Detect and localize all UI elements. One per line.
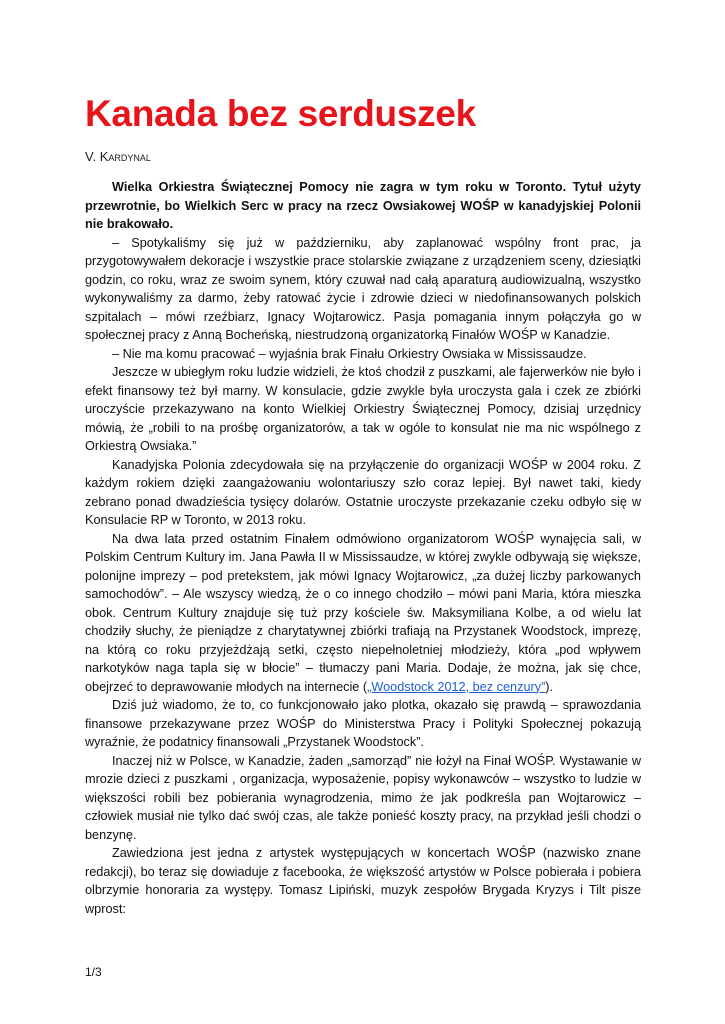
article-body [85,178,641,918]
paragraph: – Spotykaliśmy się już w październiku, aby zaplanować wspólny front prac, ja przygotowywałem dekoracje i wszystkie prace stolarskie związane z urządzeniem sceny, dziesiątki godzin, co roku, wraz ze swoim synem, który czuwał nad całą aparaturą audiowizualną, wszystko wykonywaliśmy za darmo, żeby ratować życie i zdrowie dzieci w niedofinansowanych polskich szpitalach – mówi rzeźbiarz, Ignacy Wojtarowicz. Pasja pomagania innym połączyła go w społecznej pracy z Anną Bocheńską, niestrudzoną organizatorką Finałów WOŚP w Kanadzie. [85,235,641,342]
article-author: V. Kardynal [85,149,151,164]
paragraph: Jeszcze w ubiegłym roku ludzie widzieli, że ktoś chodził z puszkami, ale fajerwerków nie było i efekt finansowy też był marny. W konsulacie, gdzie zwykle była uroczysta gala i czek ze zbiórki uroczyście przekazywano na konto Wielkiej Orkiestry Świątecznej Pomocy, dzisiaj urzędnicy mówią, że „robili to na prośbę organizatorów, a tak w ogóle to konsulat nie ma nic wspólnego z Orkiestrą Owsiaka.” [85,365,641,453]
article-title: Kanada bez serduszek [85,93,476,134]
article-lead: Wielka Orkiestra Świątecznej Pomocy nie zagra w tym roku w Toronto. Tytuł użyty przewrotnie, bo Wielkich Serc w pracy na rzecz Owsiakowej WOŚP w kanadyjskiej Polonii nie brakowało. [85,180,641,231]
document-page [85,0,641,1024]
paragraph: – Nie ma komu pracować – wyjaśnia brak Finału Orkiestry Owsiaka w Mississaudze. [112,346,587,361]
paragraph: Dziś już wiadomo, że to, co funkcjonowało jako plotka, okazało się prawdą – sprawozdania finansowe przekazywane przez WOŚP do Ministerstwa Pracy i Polityki Społecznej pokazują wyraźnie, że podatnicy finansowali „Przystanek Woodstock”. [85,698,641,749]
paragraph-text: Na dwa lata przed ostatnim Finałem odmówiono organizatorom WOŚP wynajęcia sali, w Polskim Centrum Kultury im. Jana Pawła II w Mississaudze, w której zwykle odbywają się większe, polonijne imprezy – pod pretekstem, jak mówi Ignacy Wojtarowicz, „za dużej liczby parkowanych samochodów”. – Ale wszyscy wiedzą, że o co innego chodziło – mówi pani Maria, która mieszka obok. Centrum Kultury znajduje się tuż przy kościele św. Maksymiliana Kolbe, a od wielu lat chodziły słuchy, że pieniądze z charytatywnej zbiórki trafiają na Przystanek Woodstock, imprezę, na którą co roku przyjeżdżają setki, często niepełnoletniej młodzieży, która „pod wpływem narkotyków naga tapla się w błocie” – tłumaczy pani Maria. Dodaje, że można, jak się chce, obejrzeć to deprawowanie młodych na internecie ( [85,531,641,694]
paragraph: Inaczej niż w Polsce, w Kanadzie, żaden „samorząd” nie łożył na Finał WOŚP. Wystawanie w mrozie dzieci z puszkami , organizacja, wyposażenie, popisy wykonawców – wszystko to ludzie w większości robili bez pobierania wynagrodzenia, mimo że jak podkreśla pan Wojtarowicz – człowiek musiał nie tylko dać swój czas, ale także ponieść koszty pracy, na przykład jeśli chodzi o benzynę. [85,753,641,842]
paragraph-with-link [85,530,641,697]
link-closing: ). [545,679,554,694]
woodstock-video-link[interactable]: „Woodstock 2012, bez cenzury” [367,679,546,694]
paragraph: Kanadyjska Polonia zdecydowała się na przyłączenie do organizacji WOŚP w 2004 roku. Z każdym rokiem dzięki zaangażowaniu wolontariuszy szło coraz lepiej. Był nawet taki, kiedy zebrano ponad dwadzieścia tysięcy dolarów. Ostatnie uroczyste przekazanie czeku odbyło się w Konsulacie RP w Toronto, w 2013 roku. [85,457,641,527]
paragraph: Zawiedziona jest jedna z artystek występujących w koncertach WOŚP (nazwisko znane redakcji), bo teraz się dowiaduje z facebooka, że większość artystów w Polsce pobierała i pobiera olbrzymie honoraria za występy. Tomasz Lipiński, muzyk zespołów Brygada Kryzys i Tilt pisze wprost: [85,846,641,916]
page-number: 1/3 [85,965,102,979]
